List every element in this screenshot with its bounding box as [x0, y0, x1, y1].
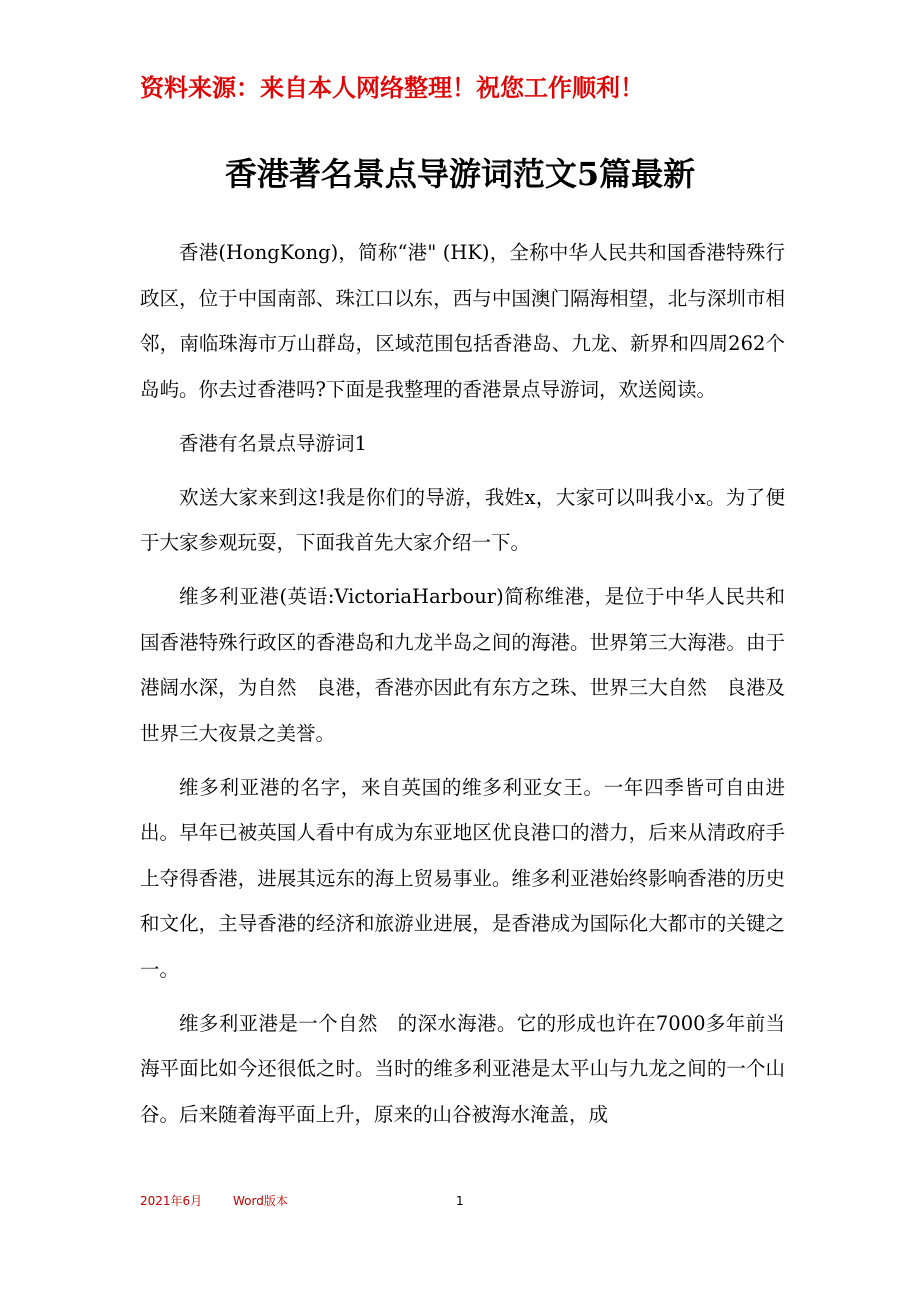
document-body — [140, 230, 785, 1146]
paragraph-harbour-formation: 维多利亚港是一个自然 的深水海港。它的形成也许在7000多年前当海平面比如今还很低之时。当时的维多利亚港是太平山与九龙之间的一个山谷。后来随着海平面上升，原来的山谷被海水淹盖，成 — [140, 1011, 785, 1126]
paragraph-intro: 香港(HongKong)，简称“港" (HK)，全称中华人民共和国香港特殊行政区，位于中国南部、珠江口以东，西与中国澳门隔海相望，北与深圳市相邻，南临珠海市万山群岛，区域范围包括香港岛、九龙、新界和四周262个岛屿。你去过香港吗?下面是我整理的香港景点导游词，欢送阅读。 — [140, 241, 785, 401]
paragraph-section-heading: 香港有名景点导游词1 — [179, 431, 367, 455]
source-note: 资料来源：来自本人网络整理！祝您工作顺利！ — [140, 74, 644, 102]
paragraph-welcome: 欢送大家来到这!我是你们的导游，我姓x，大家可以叫我小x。为了便于大家参观玩耍，下面我首先大家介绍一下。 — [140, 485, 785, 554]
paragraph-harbour-name: 维多利亚港的名字，来自英国的维多利亚女王。一年四季皆可自由进出。早年已被英国人看中有成为东亚地区优良港口的潜力，后来从清政府手上夺得香港，进展其远东的海上贸易事业。维多利亚港始终影响香港的历史和文化，主导香港的经济和旅游业进展，是香港成为国际化大都市的关键之一。 — [140, 775, 785, 981]
footer-version: Word版本 — [233, 1194, 288, 1208]
document-title: 香港著名景点导游词范文5篇最新 — [224, 155, 696, 193]
footer-date: 2021年6月 — [140, 1194, 203, 1208]
page-number: 1 — [456, 1194, 464, 1208]
paragraph-victoria-harbour: 维多利亚港(英语:VictoriaHarbour)简称维港，是位于中华人民共和国香港特殊行政区的香港岛和九龙半岛之间的海港。世界第三大海港。由于港阔水深，为自然 良港，香港亦因此有东方之珠、世界三大自然 良港及世界三大夜景之美誉。 — [140, 585, 785, 745]
